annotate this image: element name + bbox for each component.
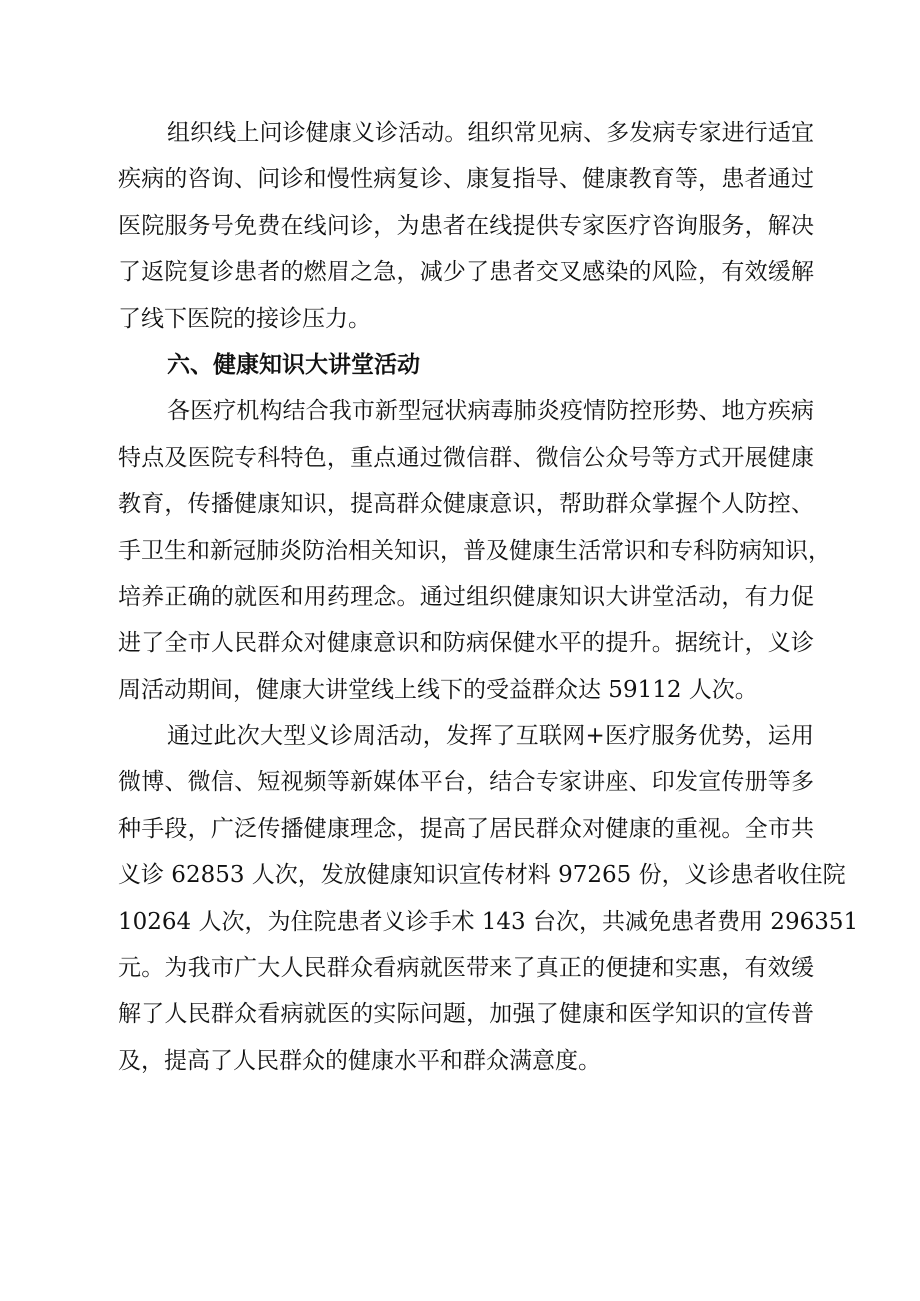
paragraph-line: 通过此次大型义诊周活动，发挥了互联网+医疗服务优势，运用 (167, 723, 814, 750)
paragraph-line: 医院服务号免费在线问诊，为患者在线提供专家医疗咨询服务，解决 (118, 212, 814, 239)
document-body (118, 110, 859, 1084)
paragraph-line: 义诊 62853 人次，发放健康知识宣传材料 97265 份，义诊患者收住院 (118, 862, 846, 889)
paragraph-health-lecture (118, 388, 831, 713)
paragraph-line: 培养正确的就医和用药理念。通过组织健康知识大讲堂活动，有力促 (118, 583, 814, 610)
paragraph-line: 微博、微信、短视频等新媒体平台，结合专家讲座、印发宣传册等多 (118, 769, 814, 796)
paragraph-line: 特点及医院专科特色，重点通过微信群、微信公众号等方式开展健康 (118, 444, 814, 471)
section-heading: 六、健康知识大讲堂活动 (167, 351, 420, 378)
paragraph-line: 10264 人次，为住院患者义诊手术 143 台次，共减免患者费用 296351 (118, 908, 859, 935)
paragraph-summary (118, 713, 859, 1084)
paragraph-line: 教育，传播健康知识，提高群众健康意识，帮助群众掌握个人防控、 (118, 491, 814, 518)
paragraph-line: 了返院复诊患者的燃眉之急，减少了患者交叉感染的风险，有效缓解 (118, 259, 814, 286)
paragraph-line: 手卫生和新冠肺炎防治相关知识，普及健康生活常识和专科防病知识， (118, 537, 831, 564)
paragraph-line: 进了全市人民群众对健康意识和防病保健水平的提升。据统计，义诊 (118, 630, 814, 657)
paragraph-line: 元。为我市广大人民群众看病就医带来了真正的便捷和实惠，有效缓 (118, 955, 814, 982)
paragraph-line: 了线下医院的接诊压力。 (118, 305, 371, 332)
paragraph-online-consultation (118, 110, 814, 342)
paragraph-line: 种手段，广泛传播健康理念，提高了居民群众对健康的重视。全市共 (118, 815, 814, 842)
paragraph-line: 解了人民群众看病就医的实际问题，加强了健康和医学知识的宣传普 (118, 1001, 814, 1028)
paragraph-line: 疾病的咨询、问诊和慢性病复诊、康复指导、健康教育等，患者通过 (118, 166, 814, 193)
paragraph-line: 及，提高了人民群众的健康水平和群众满意度。 (118, 1047, 601, 1074)
paragraph-line: 组织线上问诊健康义诊活动。组织常见病、多发病专家进行适宜 (167, 120, 814, 146)
paragraph-line: 周活动期间，健康大讲堂线上线下的受益群众达 59112 人次。 (118, 676, 758, 703)
paragraph-line: 各医疗机构结合我市新型冠状病毒肺炎疫情防控形势、地方疾病 (167, 398, 814, 425)
